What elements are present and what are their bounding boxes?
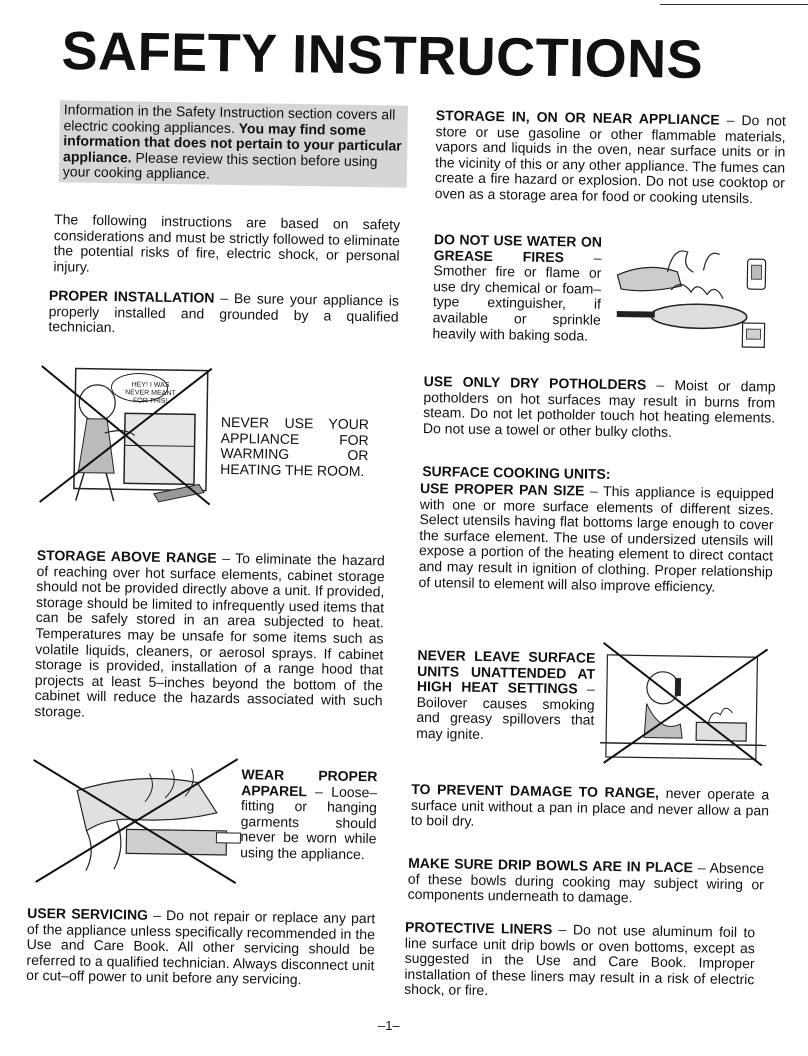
intro-bold-text: You may find some information that does not pertain to your particular appliance.	[62, 119, 402, 166]
potholders-paragraph	[423, 374, 776, 442]
apparel-body: – Loose–fitting or hanging garments should never be worn while using the appliance.	[240, 782, 378, 863]
storage-above-body: – To eliminate the hazard of reaching over hot surface elements, cabinet storage should not be provided directly above a unit. If provided, storage should be limited to infrequently used items that can be safely stored in an area subjected to heat. Temperatures may be unsafe for some items such as volatile liquids, cleaners, or aerosol sprays. If cabinet storage is provided, installation of a range hood that projects at least 5–inches beyond the bottom of the cabinet will reduce the hazards associated with such storage.	[34, 549, 385, 720]
storage-above-paragraph	[34, 548, 385, 725]
potholders-heading: USE ONLY DRY POTHOLDERS	[423, 372, 647, 393]
servicing-body: – Do not repair or replace any part of the appliance unless specifically recommended in the Use and Care Book. All other servicing should be referred to a qualified technician. Always disconnect unit or cut–off power to unit before any servicing.	[26, 906, 376, 988]
storage-near-heading: STORAGE IN, ON OR NEAR APPLIANCE	[435, 107, 720, 128]
unattended-paragraph	[416, 648, 595, 744]
unattended-cooking-illustration	[596, 637, 774, 770]
drip-bowls-body: – Absence of these bowls during cooking may subject wiring or components underneath to damage.	[407, 859, 765, 906]
intro-tail-text: Please review this section before using your cooking appliance.	[62, 149, 378, 182]
pan-size-paragraph	[418, 481, 774, 596]
grease-fire-illustration	[606, 241, 778, 360]
storage-above-heading: STORAGE ABOVE RANGE	[36, 546, 217, 566]
damage-paragraph	[411, 782, 770, 834]
page-title: SAFETY INSTRUCTIONS	[61, 21, 704, 90]
left-column	[26, 100, 404, 988]
installation-body: – Be sure your appliance is properly installed and grounded by a qualified technician.	[48, 289, 400, 336]
basis-paragraph: The following instructions are based on safety considerations and must be strictly followed to eliminate the potential risks of fire, electric shock, or personal injury.	[53, 211, 401, 275]
speech-bubble-text: HEY! I WAS NEVER MEANT FOR THIS!	[125, 381, 176, 405]
damage-body: never operate a surface unit without a pan in place and never allow a pan to boil dry.	[410, 784, 770, 830]
apparel-heading: WEAR PROPER APPAREL	[241, 766, 378, 799]
potholders-body: – Moist or damp potholders on hot surfaces may result in burns from steam. Do not let potholder touch hot heating elements. Do not use a towel or other bulky cloths.	[422, 376, 776, 440]
damage-heading: TO PREVENT DAMAGE TO RANGE,	[411, 780, 660, 801]
water-paragraph	[432, 232, 602, 344]
installation-heading: PROPER INSTALLATION	[48, 287, 215, 306]
unattended-body: – Boilover causes smoking and greasy spillovers that may ignite.	[416, 680, 596, 742]
apparel-paragraph	[240, 767, 377, 863]
liners-body: – Do not use aluminum foil to line surface unit drip bowls or oven bottoms, except as suggested in the Use and Care Book. Improper installation of these liners may result in a risk of electric shock, or fire.	[404, 921, 756, 999]
top-rule	[660, 4, 808, 5]
apparel-illustration	[26, 750, 244, 889]
pan-size-heading: USE PROPER PAN SIZE	[419, 479, 585, 499]
page-number: –1–	[378, 1018, 400, 1033]
water-body: – Smother fire or flame or use dry chemical or foam–type extinguisher, if available or sprinkle heavily with baking soda.	[432, 249, 602, 344]
liners-paragraph	[404, 920, 755, 1003]
intro-text: Information in the Safety Instruction section covers all electric cooking appliances.	[63, 101, 396, 136]
servicing-heading: USER SERVICING	[27, 904, 149, 923]
servicing-paragraph	[26, 906, 375, 989]
pan-size-body: – This appliance is equipped with one or more surface elements of different sizes. Select utensils having flat bottoms large enough to cover the surface element. The use of undersized utensils will expose a portion of the heating element to direct contact and may result in ignition of clothing. Proper relationship of utensil to element will also improve efficiency.	[418, 482, 775, 595]
storage-near-body: – Do not store or use gasoline or other flammable materials, vapors and liquids in the oven, near surface units or in the vicinity of this or any other appliance. The fumes can create a fire hazard or explosion. Do not use cooktop or oven as a storage area for food or cooking utensils.	[434, 111, 786, 207]
liners-heading: PROTECTIVE LINERS	[405, 918, 553, 938]
warming-caption: NEVER USE YOUR APPLIANCE FOR WARMING OR HEATING THE ROOM.	[220, 413, 370, 479]
right-column	[404, 107, 790, 999]
storage-near-paragraph	[435, 108, 786, 207]
water-heading: DO NOT USE WATER ON GREASE FIRES	[433, 231, 603, 265]
drip-bowls-paragraph	[408, 856, 765, 908]
surface-units-heading: SURFACE COOKING UNITS:	[422, 462, 611, 482]
drip-bowls-heading: MAKE SURE DRIP BOWLS ARE IN PLACE	[408, 854, 694, 876]
intro-box	[59, 100, 408, 187]
unattended-heading: NEVER LEAVE SURFACE UNITS UNATTENDED AT HIGH HEAT SETTINGS	[416, 646, 596, 697]
installation-paragraph	[48, 288, 399, 340]
